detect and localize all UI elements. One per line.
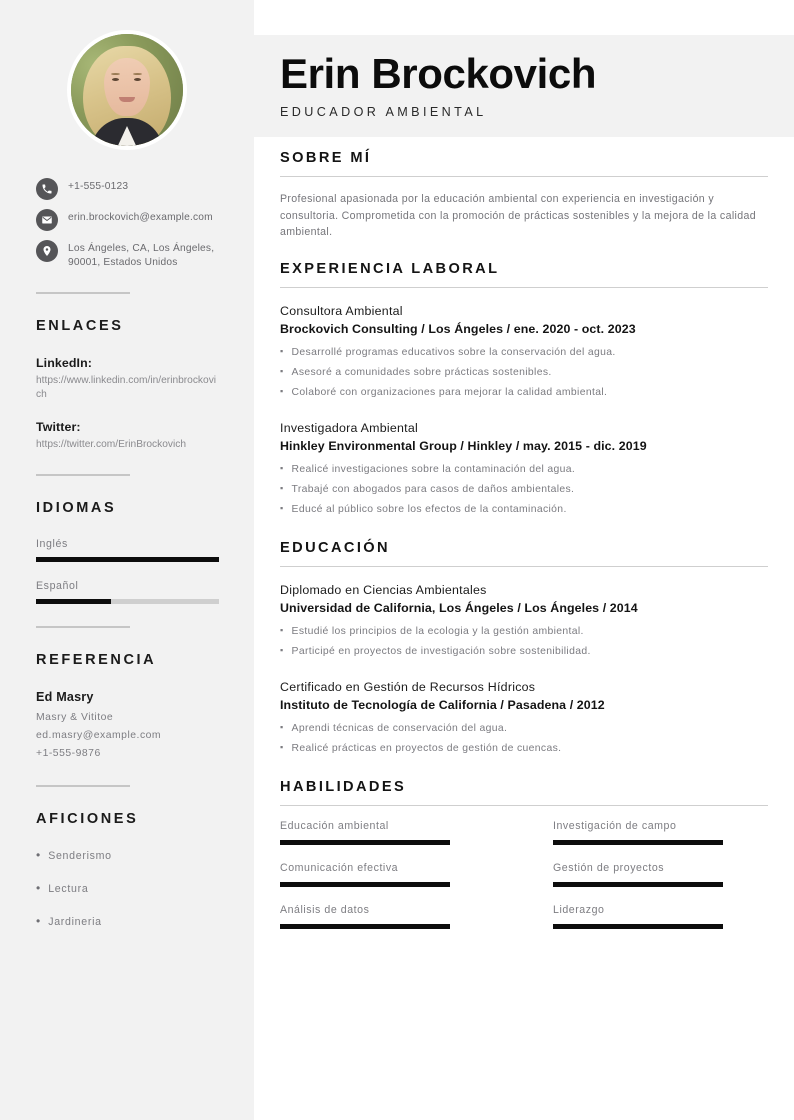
photo-eyebrow-left (111, 73, 120, 75)
section-experiencia (280, 261, 768, 520)
profile-photo (71, 34, 183, 146)
bullet-icon: ▪ (280, 462, 284, 473)
list-item (280, 480, 768, 500)
list-item (280, 460, 768, 480)
bullet-text: Trabajé con abogados para casos de daños ambientales. (291, 483, 575, 495)
skill-level-track (553, 840, 723, 845)
skill-level-fill (280, 924, 450, 929)
skill-level-fill (553, 882, 723, 887)
section-educacion (280, 540, 768, 759)
bullet-icon: ▪ (280, 721, 284, 732)
education-entry (280, 581, 768, 662)
education-degree: Certificado en Gestión de Recursos Hídricos (280, 679, 536, 694)
photo-mouth (119, 97, 135, 102)
skill-item (280, 862, 495, 887)
bullet-text: Realicé prácticas en proyectos de gestión de cuencas. (291, 742, 562, 754)
education-school-line: Instituto de Tecnología de California / Pasadena / 2012 (280, 697, 605, 712)
referencia-heading: REFERENCIA (36, 652, 157, 668)
avatar (67, 30, 187, 150)
divider-links (36, 292, 130, 294)
experience-company-line: Brockovich Consulting / Los Ángeles / ene. 2020 - oct. 2023 (280, 321, 636, 336)
sobre-mi-text: Profesional apasionada por la educación ambiental con experiencia en investigación y consultoria. Comprometida con la promoción de prácticas sostenibles y la mejora de la calidad ambiental. (280, 193, 756, 238)
skill-level-track (553, 882, 723, 887)
hobby-label: Lectura (48, 883, 89, 895)
list-item (36, 849, 218, 862)
skill-label: Liderazgo (553, 903, 605, 916)
skill-item (280, 820, 495, 845)
skill-label: Análisis de datos (280, 903, 370, 916)
sidebar (0, 0, 254, 1120)
education-degree: Diplomado en Ciencias Ambientales (280, 582, 487, 597)
experience-job-title: Consultora Ambiental (280, 303, 403, 318)
bullet-text: Desarrollé programas educativos sobre la conservación del agua. (291, 346, 616, 358)
experience-company-line: Hinkley Environmental Group / Hinkley / may. 2015 - dic. 2019 (280, 438, 647, 453)
skill-level-track (280, 882, 450, 887)
hobby-label: Jardineria (48, 916, 102, 928)
list-item (280, 642, 768, 662)
idiomas-heading: IDIOMAS (36, 500, 117, 516)
section-rule (280, 176, 768, 177)
education-entry (280, 678, 768, 759)
header-band (254, 35, 794, 137)
sobre-mi-heading: SOBRE MÍ (280, 150, 372, 166)
section-rule (280, 287, 768, 288)
photo-eyebrow-right (133, 73, 142, 75)
section-aficiones (36, 811, 218, 928)
education-bullets (280, 719, 768, 759)
divider-aficiones (36, 785, 130, 787)
list-item (280, 719, 768, 739)
skill-label: Comunicación efectiva (280, 861, 399, 874)
list-item (280, 363, 768, 383)
language-item-espanol (36, 580, 218, 604)
experience-bullets (280, 343, 768, 403)
contact-phone-text: +1-555-0123 (68, 181, 129, 192)
language-level-track (36, 557, 219, 562)
bullet-text: Estudié los principios de la ecologia y la gestión ambiental. (291, 625, 584, 637)
experience-entry (280, 419, 768, 520)
reference-phone: +1-555-9876 (36, 748, 101, 759)
skill-label: Educación ambiental (280, 819, 389, 832)
linkedin-label: LinkedIn: (36, 356, 92, 370)
reference-company: Masry & Vititoe (36, 712, 114, 723)
language-name: Español (36, 580, 79, 592)
experience-bullets (280, 460, 768, 520)
section-enlaces (36, 318, 218, 452)
language-name: Inglés (36, 538, 68, 550)
experience-job-title: Investigadora Ambiental (280, 420, 418, 435)
list-item (280, 500, 768, 520)
photo-eye-right (134, 78, 141, 81)
contact-list (36, 178, 218, 270)
skill-level-fill (553, 840, 723, 845)
list-item (36, 882, 218, 895)
skill-item (553, 820, 768, 845)
contact-location-text: Los Ángeles, CA, Los Ángeles, 90001, Estados Unidos (68, 243, 215, 268)
list-item (36, 915, 218, 928)
experiencia-heading: EXPERIENCIA LABORAL (280, 260, 500, 277)
skill-level-track (280, 840, 450, 845)
section-sobre-mi (280, 150, 768, 241)
bullet-icon: ▪ (280, 365, 284, 376)
section-rule (280, 566, 768, 567)
twitter-label: Twitter: (36, 420, 81, 434)
skills-grid (280, 820, 768, 929)
experience-entry (280, 302, 768, 403)
job-role: EDUCADOR AMBIENTAL (280, 105, 487, 119)
enlaces-heading: ENLACES (36, 318, 124, 334)
phone-icon (36, 178, 58, 200)
section-idiomas (36, 500, 218, 604)
section-referencia (36, 652, 218, 763)
bullet-icon: ▪ (280, 741, 284, 752)
educacion-heading: EDUCACIÓN (280, 539, 390, 556)
divider-idiomas (36, 474, 130, 476)
link-item-linkedin[interactable] (36, 356, 218, 402)
main-body (254, 150, 794, 949)
bullet-text: Educé al público sobre los efectos de la contaminación. (291, 503, 567, 515)
language-level-fill (36, 599, 111, 604)
bullet-icon: ▪ (280, 624, 284, 635)
photo-face (104, 58, 150, 116)
bullet-icon: ▪ (280, 385, 284, 396)
linkedin-url[interactable]: https://www.linkedin.com/in/erinbrockovich (36, 375, 217, 400)
contact-item-email (36, 209, 218, 231)
bullet-icon: • (36, 881, 41, 895)
bullet-icon: • (36, 848, 41, 862)
contact-email-text: erin.brockovich@example.com (68, 212, 213, 223)
bullet-icon: ▪ (280, 345, 284, 356)
photo-eye-left (112, 78, 119, 81)
skill-label: Gestión de proyectos (553, 861, 665, 874)
email-icon (36, 209, 58, 231)
skill-level-fill (553, 924, 723, 929)
list-item (280, 739, 768, 759)
skill-level-track (553, 924, 723, 929)
section-rule (280, 805, 768, 806)
bullet-text: Participé en proyectos de investigación sobre sostenibilidad. (291, 645, 591, 657)
location-icon (36, 240, 58, 262)
bullet-icon: ▪ (280, 482, 284, 493)
aficiones-heading: AFICIONES (36, 811, 139, 827)
skill-item (553, 862, 768, 887)
divider-referencia (36, 626, 130, 628)
bullet-text: Aprendi técnicas de conservación del agua. (291, 722, 508, 734)
skill-label: Investigación de campo (553, 819, 677, 832)
list-item (280, 343, 768, 363)
bullet-icon: • (36, 914, 41, 928)
skill-item (553, 904, 768, 929)
list-item (280, 383, 768, 403)
main-content (254, 0, 794, 1120)
skill-level-fill (280, 840, 450, 845)
list-item (280, 622, 768, 642)
education-bullets (280, 622, 768, 662)
bullet-text: Realicé investigaciones sobre la contaminación del agua. (291, 463, 576, 475)
hobby-label: Senderismo (48, 850, 112, 862)
skill-item (280, 904, 495, 929)
skill-level-track (280, 924, 450, 929)
bullet-text: Asesoré a comunidades sobre prácticas sostenibles. (291, 366, 552, 378)
contact-item-phone (36, 178, 218, 200)
reference-email[interactable]: ed.masry@example.com (36, 730, 162, 741)
page-title: Erin Brockovich (280, 50, 597, 97)
bullet-text: Colaboré con organizaciones para mejorar la calidad ambiental. (291, 386, 608, 398)
language-item-ingles (36, 538, 218, 562)
reference-name: Ed Masry (36, 690, 94, 704)
link-item-twitter[interactable] (36, 420, 218, 452)
language-level-fill (36, 557, 219, 562)
bullet-icon: ▪ (280, 644, 284, 655)
section-habilidades (280, 779, 768, 929)
contact-item-location (36, 240, 218, 270)
habilidades-heading: HABILIDADES (280, 778, 407, 795)
language-level-track (36, 599, 219, 604)
skill-level-fill (280, 882, 450, 887)
bullet-icon: ▪ (280, 502, 284, 513)
twitter-url[interactable]: https://twitter.com/ErinBrockovich (36, 439, 187, 450)
education-school-line: Universidad de California, Los Ángeles / Los Ángeles / 2014 (280, 600, 638, 615)
